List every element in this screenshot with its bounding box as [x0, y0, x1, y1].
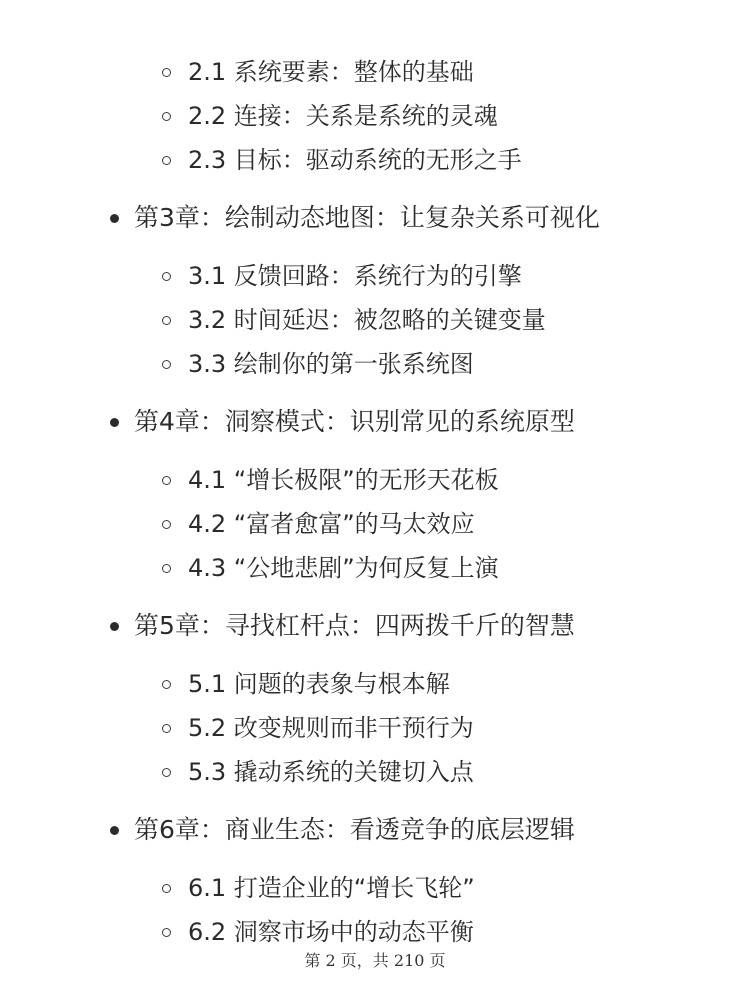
- toc-section-item: [0, 750, 750, 794]
- hollow-bullet-icon: [162, 520, 171, 529]
- filled-bullet-icon: [110, 418, 119, 427]
- chapter-title: 第6章：商业生态：看透竞争的底层逻辑: [134, 815, 575, 844]
- section-title: 2.3 目标：驱动系统的无形之手: [188, 146, 522, 174]
- hollow-bullet-icon: [162, 680, 171, 689]
- hollow-bullet-icon: [162, 112, 171, 121]
- toc-section-item: [0, 94, 750, 138]
- page-footer: 第 2 页，共 210 页: [304, 951, 446, 970]
- hollow-bullet-icon: [162, 272, 171, 281]
- filled-bullet-icon: [110, 622, 119, 631]
- toc-section-item: [0, 502, 750, 546]
- section-title: 2.2 连接：关系是系统的灵魂: [188, 102, 498, 130]
- toc-chapter-item: [0, 400, 750, 444]
- filled-bullet-icon: [110, 214, 119, 223]
- hollow-bullet-icon: [162, 884, 171, 893]
- section-title: 6.1 打造企业的“增长飞轮”: [188, 874, 475, 902]
- hollow-bullet-icon: [162, 928, 171, 937]
- section-title: 6.2 洞察市场中的动态平衡: [188, 918, 474, 946]
- toc-section-item: [0, 546, 750, 590]
- toc-chapter-item: [0, 604, 750, 648]
- toc-section-item: [0, 706, 750, 750]
- section-title: 3.3 绘制你的第一张系统图: [188, 350, 474, 378]
- toc-section-item: [0, 342, 750, 386]
- chapter-title: 第3章：绘制动态地图：让复杂关系可视化: [134, 203, 600, 232]
- section-title: 4.2 “富者愈富”的马太效应: [188, 510, 475, 538]
- hollow-bullet-icon: [162, 564, 171, 573]
- toc-chapter-item: [0, 196, 750, 240]
- toc-section-item: [0, 50, 750, 94]
- toc-section-item: [0, 662, 750, 706]
- filled-bullet-icon: [110, 826, 119, 835]
- chapter-title: 第4章：洞察模式：识别常见的系统原型: [134, 407, 575, 436]
- hollow-bullet-icon: [162, 724, 171, 733]
- toc-chapter-item: [0, 808, 750, 852]
- toc-section-item: [0, 254, 750, 298]
- section-title: 2.1 系统要素：整体的基础: [188, 58, 474, 86]
- section-title: 5.1 问题的表象与根本解: [188, 670, 450, 698]
- section-title: 5.3 撬动系统的关键切入点: [188, 758, 474, 786]
- hollow-bullet-icon: [162, 360, 171, 369]
- hollow-bullet-icon: [162, 476, 171, 485]
- hollow-bullet-icon: [162, 68, 171, 77]
- hollow-bullet-icon: [162, 316, 171, 325]
- section-title: 4.1 “增长极限”的无形天花板: [188, 466, 499, 494]
- toc-section-item: [0, 298, 750, 342]
- toc-section-item: [0, 458, 750, 502]
- chapter-title: 第5章：寻找杠杆点：四两拨千斤的智慧: [134, 611, 575, 640]
- hollow-bullet-icon: [162, 156, 171, 165]
- toc-section-item: [0, 866, 750, 910]
- section-title: 3.1 反馈回路：系统行为的引擎: [188, 262, 522, 290]
- section-title: 5.2 改变规则而非干预行为: [188, 714, 474, 742]
- section-title: 4.3 “公地悲剧”为何反复上演: [188, 554, 499, 582]
- hollow-bullet-icon: [162, 768, 171, 777]
- table-of-contents: [0, 50, 750, 954]
- section-title: 3.2 时间延迟：被忽略的关键变量: [188, 306, 546, 334]
- toc-section-item: [0, 138, 750, 182]
